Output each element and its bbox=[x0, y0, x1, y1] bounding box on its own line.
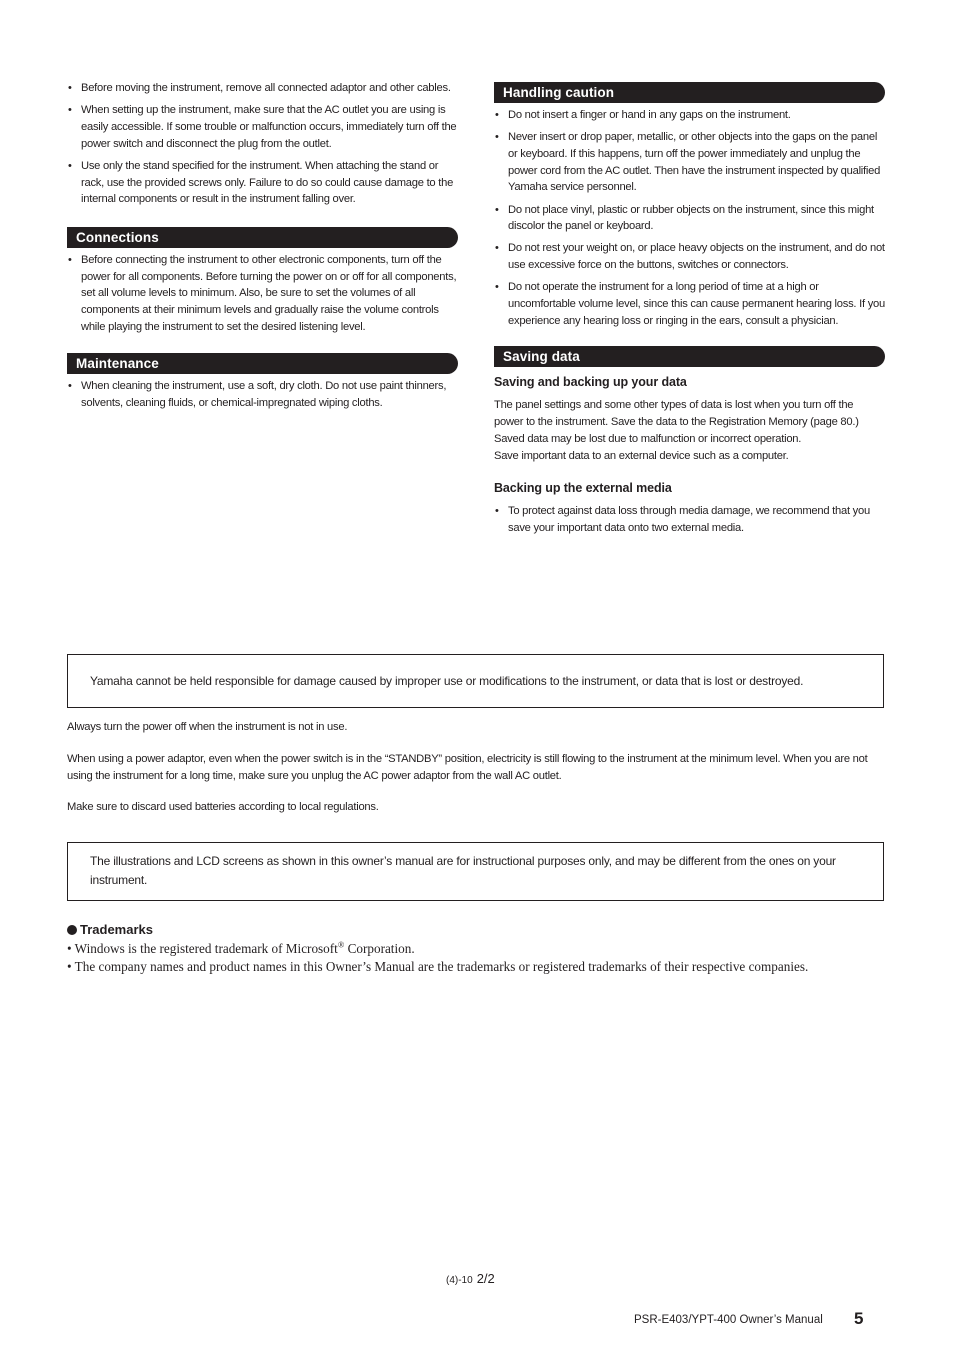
list-item: • Never insert or drop paper, metallic, or other objects into the gaps on the panel or keyboard. If this happens, turn off the power immediately and unplug the power cord from the AC outlet. Then have the instrument inspected by qualified Yamaha service personnel. bbox=[494, 129, 885, 196]
disclaimer-text: Yamaha cannot be held responsible for damage caused by improper use or modifications to the instrument, or data that is lost or destroyed. bbox=[90, 674, 804, 688]
list-item: • To protect against data loss through media damage, we recommend that you save your important data onto two external media. bbox=[494, 503, 885, 536]
paragraph-line: Saved data may be lost due to malfunction or incorrect operation. bbox=[494, 432, 802, 445]
right-column bbox=[494, 80, 885, 542]
disclaimer-box bbox=[67, 654, 884, 708]
illustration-text: The illustrations and LCD screens as shown in this owner’s manual are for instructional purposes only, and may be different from the ones on your instrument. bbox=[90, 854, 836, 887]
bullet-circle-icon bbox=[67, 925, 77, 935]
footer-code bbox=[446, 1271, 495, 1286]
list-item: • When cleaning the instrument, use a soft, dry cloth. Do not use paint thinners, solvents, cleaning fluids, or chemical-impregnated wiping cloths. bbox=[67, 378, 458, 411]
footer-code-text: (4)-10 bbox=[446, 1275, 473, 1286]
trademark-windows-text: • Windows is the registered trademark of Microsoft bbox=[67, 941, 338, 956]
connections-bullets bbox=[67, 252, 458, 336]
note-batteries: Make sure to discard used batteries according to local regulations. bbox=[67, 801, 379, 813]
registered-mark: ® bbox=[337, 939, 345, 950]
list-item: • Do not rest your weight on, or place heavy objects on the instrument, and do not use excessive force on the buttons, switches or connectors. bbox=[494, 240, 885, 273]
handling-caution-heading: Handling caution bbox=[494, 82, 885, 103]
backup-bullets bbox=[494, 503, 885, 536]
list-item: • Do not operate the instrument for a long period of time at a high or uncomfortable volume level, since this can cause permanent hearing loss. If you experience any hearing loss or ringing in the ears, consult a physician. bbox=[494, 279, 885, 329]
trademark-windows bbox=[67, 940, 897, 957]
saving-subheading: Saving and backing up your data bbox=[494, 375, 687, 390]
note-power-adaptor: When using a power adaptor, even when the power switch is in the “STANDBY” position, electricity is still flowing to the instrument at the minimum level. When you are not using the instrument for a long time, make sure you unplug the AC power adaptor from the wall AC outlet. bbox=[67, 753, 868, 782]
footer-page-of: 2/2 bbox=[476, 1271, 495, 1286]
trademarks-heading bbox=[67, 922, 153, 938]
list-item: • Before connecting the instrument to other electronic components, turn off the power for all components. Before turning the power on or off for all components, set all volume levels to minimum. Also, be sure to set the volumes of all components at their minimum levels and gradually raise the volume controls while playing the instrument to set the desired listening level. bbox=[67, 252, 458, 336]
page-number: 5 bbox=[854, 1309, 864, 1328]
list-item: • Before moving the instrument, remove all connected adaptor and other cables. bbox=[67, 80, 458, 97]
connections-heading: Connections bbox=[67, 227, 458, 248]
handling-bullets bbox=[494, 107, 885, 329]
paragraph-line: Save important data to an external device such as a computer. bbox=[494, 449, 789, 462]
saving-paragraph bbox=[494, 397, 885, 464]
intro-bullets bbox=[67, 80, 458, 208]
maintenance-bullets bbox=[67, 378, 458, 411]
list-item: • Do not insert a finger or hand in any gaps on the instrument. bbox=[494, 107, 885, 124]
paragraph-line: The panel settings and some other types of data is lost when you turn off the power to the instrument. Save the data to the Registration Memory (page 80.) bbox=[494, 399, 859, 429]
trademark-windows-suffix: Corporation. bbox=[344, 941, 415, 956]
trademarks-title: Trademarks bbox=[80, 922, 153, 937]
trademark-companies: • The company names and product names in this Owner’s Manual are the trademarks or registered trademarks of their respective companies. bbox=[67, 959, 809, 974]
footer-manual-title: PSR-E403/YPT-400 Owner’s Manual bbox=[634, 1314, 823, 1326]
left-column bbox=[67, 80, 458, 417]
list-item: • When setting up the instrument, make sure that the AC outlet you are using is easily accessible. If some trouble or malfunction occurs, immediately turn off the power switch and disconnect the plug from the outlet. bbox=[67, 102, 458, 152]
note-power-off: Always turn the power off when the instrument is not in use. bbox=[67, 721, 348, 733]
list-item: • Use only the stand specified for the instrument. When attaching the stand or rack, use the provided screws only. Failure to do so could cause damage to the internal components or result in the instrument falling over. bbox=[67, 158, 458, 208]
saving-data-heading: Saving data bbox=[494, 346, 885, 367]
maintenance-heading: Maintenance bbox=[67, 353, 458, 374]
illustration-box bbox=[67, 842, 884, 901]
backup-subheading: Backing up the external media bbox=[494, 481, 672, 496]
list-item: • Do not place vinyl, plastic or rubber objects on the instrument, since this might discolor the panel or keyboard. bbox=[494, 202, 885, 235]
